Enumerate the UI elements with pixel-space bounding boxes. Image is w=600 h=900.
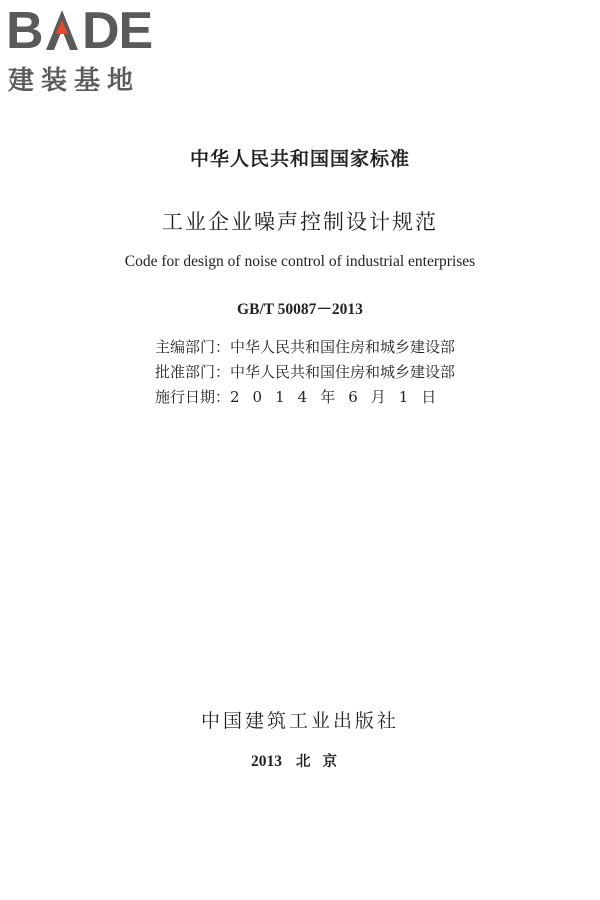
document-title-english: Code for design of noise control of industrial enterprises [124,253,476,270]
editor-row [155,335,455,360]
document-title-chinese: 工业企业噪声控制设计规范 [162,210,438,234]
editor-label: 主编部门： [155,338,231,356]
effective-date-row [155,385,455,410]
approver-value: 中华人民共和国住房和城乡建设部 [230,363,456,381]
publication-city: 北京 [296,753,349,770]
publication-year: 2013 [251,753,282,770]
svg-text:DE: DE [82,4,153,54]
publication-year-place [0,750,600,771]
effective-date-label: 施行日期： [155,388,231,406]
standard-number: GB/T 50087－2013 [237,301,363,318]
editor-value: 中华人民共和国住房和城乡建设部 [230,338,456,356]
approver-label: 批准部门： [155,363,231,381]
national-standard-heading: 中华人民共和国国家标准 [189,148,410,170]
logo-tagline: 建装基地 [8,66,141,96]
document-metadata [155,335,455,410]
effective-date-value: 2014年6月1日 [230,388,450,406]
approver-row [155,360,455,385]
svg-text:B: B [6,4,43,54]
publisher-name: 中国建筑工业出版社 [200,710,399,732]
